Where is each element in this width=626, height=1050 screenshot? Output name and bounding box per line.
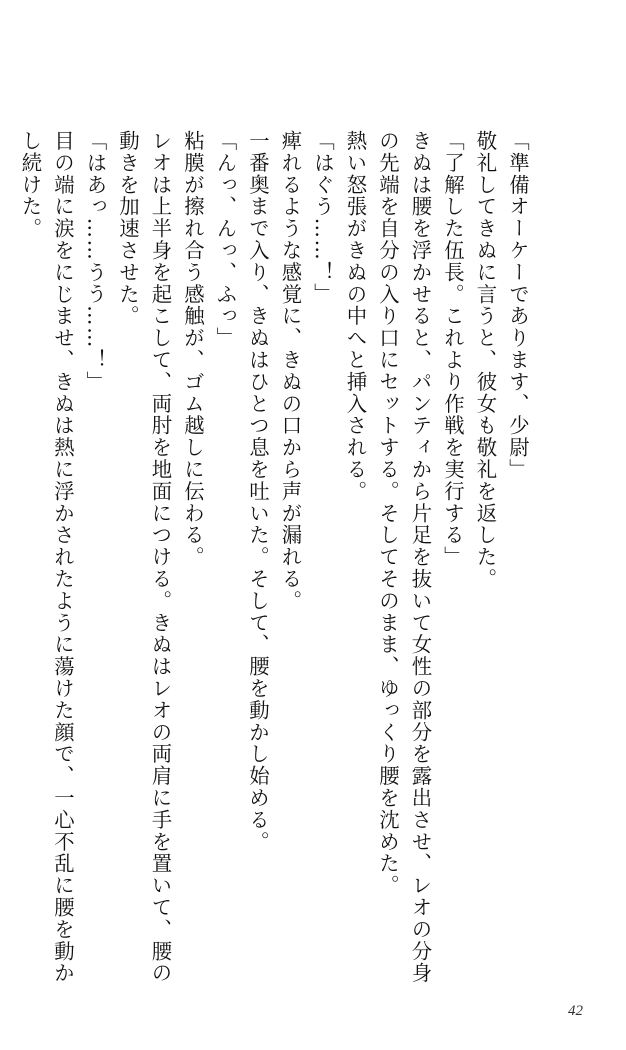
text-line: 「了解した伍長。これより作戦を実行する」 [441, 130, 465, 568]
text-line: 粘膜が擦れ合う感触が、ゴム越しに伝わる。 [181, 130, 205, 568]
page-number: 42 [568, 1003, 583, 1019]
text-line: きぬは腰を浮かせると、パンティから片足を抜いて女性の部分を露出させ、レオの分身 [408, 130, 433, 985]
text-line: 「はぐう……！」 [311, 130, 335, 306]
text-line: 「はあっ……うう……！」 [83, 130, 108, 393]
text-line: 動きを加速させた。 [116, 130, 140, 328]
text-line: の先端を自分の入り口にセットする。そしてそのまま、ゆっくり腰を沈めた。 [376, 130, 400, 897]
text-line: 「んっ、んっ、ふっ」 [213, 130, 238, 349]
text-line: し続けた。 [18, 130, 43, 240]
text-line: 痺れるような感覚に、きぬの口から声が漏れる。 [278, 130, 303, 612]
text-line: 敬礼してきぬに言うと、彼女も敬礼を返した。 [473, 130, 498, 590]
text-line: レオは上半身を起こして、両肘を地面につける。きぬはレオの両肩に手を置いて、腰の [148, 130, 173, 985]
text-line: 熱い怒張がきぬの中へと挿入される。 [343, 130, 368, 503]
text-line: 目の端に涙をにじませ、きぬは熱に浮かされたように蕩けた顔で、一心不乱に腰を動か [51, 130, 75, 985]
vertical-text-body [14, 130, 534, 1010]
text-line: 一番奥まで入り、きぬはひとつ息を吐いた。そして、腰を動かし始める。 [246, 130, 270, 853]
text-line: 「準備オーケーであります、少尉」 [506, 130, 530, 481]
